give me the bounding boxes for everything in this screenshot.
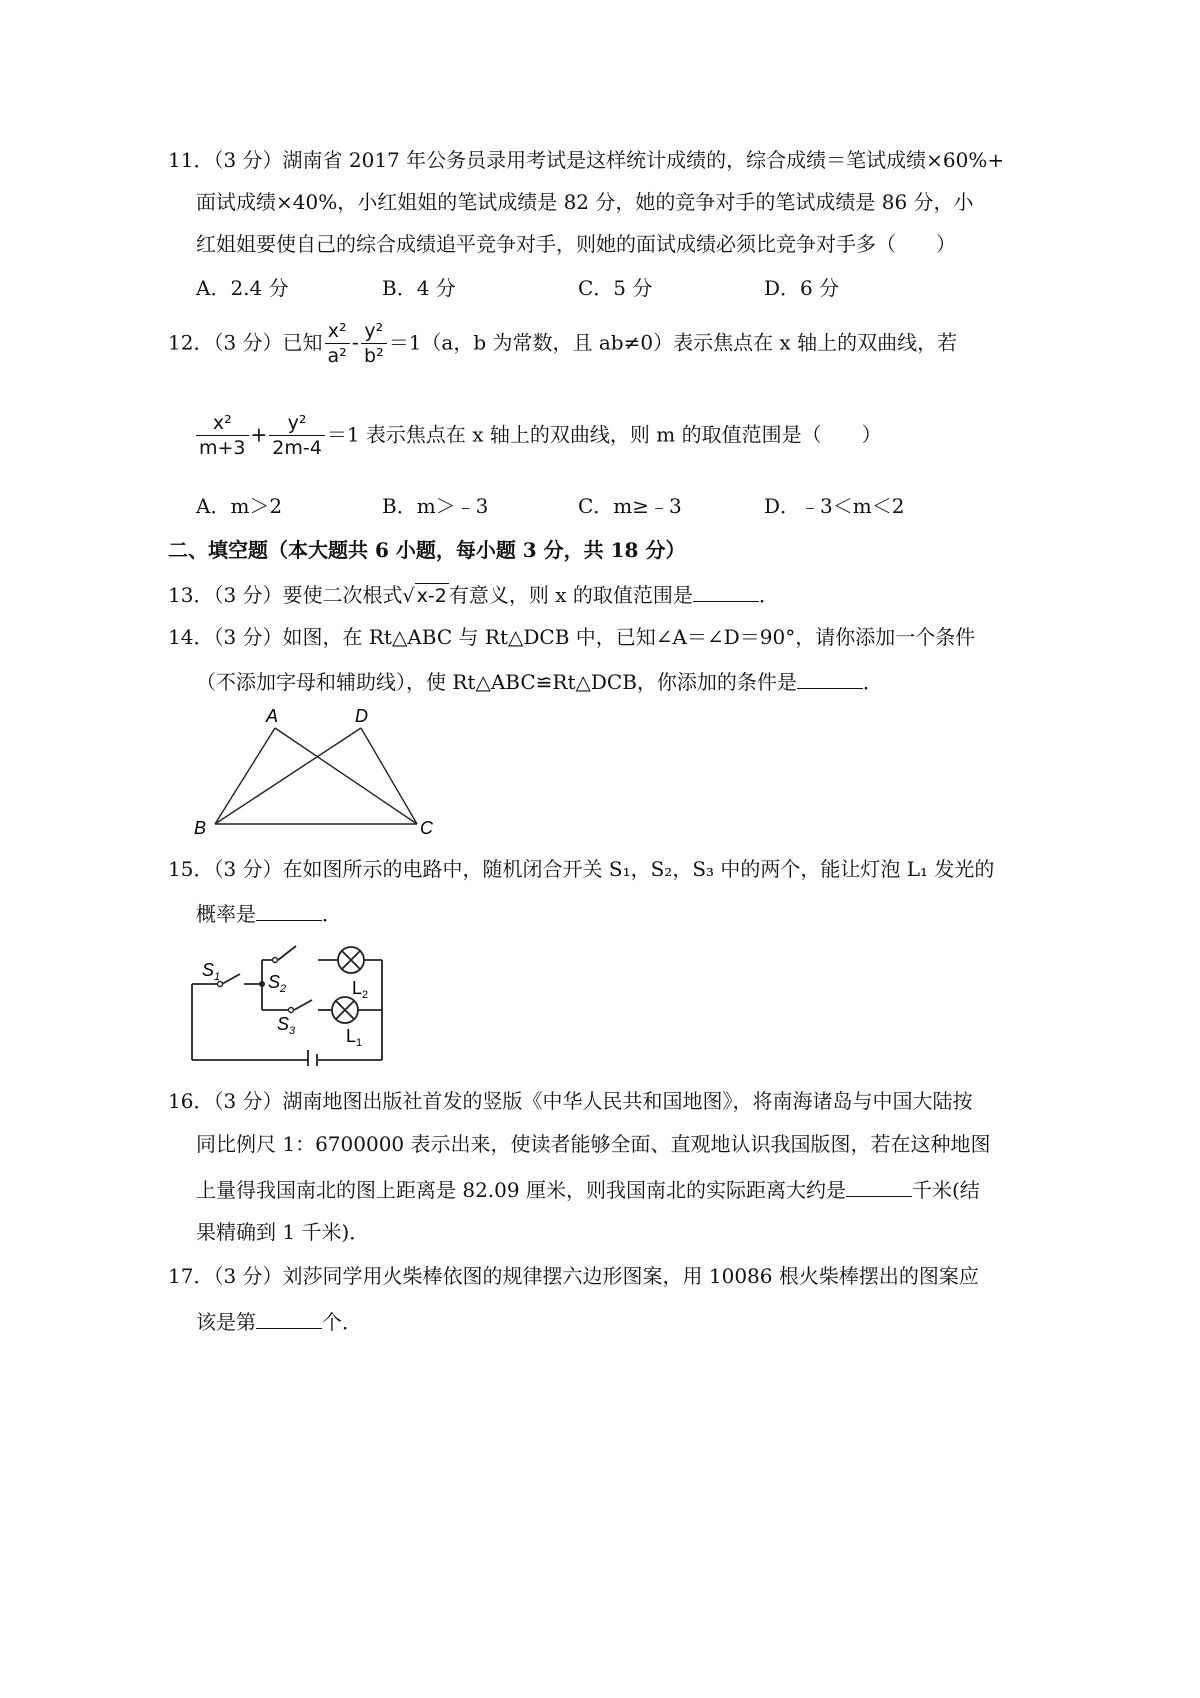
label-s3: $S_3$ <box>277 1014 296 1037</box>
q12-frac4-den: 2m-4 <box>272 437 322 459</box>
switch-s3-blade <box>294 1000 312 1010</box>
switch-s2-blade <box>278 946 296 960</box>
switch-s1-blade <box>222 974 240 984</box>
q12-fraction-x-over-a <box>325 322 350 366</box>
q13-prefix: 13．（3 分）要使二次根式 <box>168 583 403 607</box>
q12-option-a: A．m＞2 <box>196 494 283 518</box>
junction-dot <box>259 981 265 987</box>
q16-line4: 果精确到 1 千米)． <box>196 1220 370 1244</box>
q17-line1: 17．（3 分）刘莎同学用火柴棒依图的规律摆六边形图案，用 10086 根火柴棒摆出的图案应 <box>168 1264 979 1288</box>
q12-line2 <box>194 414 882 458</box>
q11-option-b: B．4 分 <box>382 276 456 300</box>
q13-line <box>168 583 779 606</box>
q15-end: ． <box>322 902 342 926</box>
q16-line3 <box>196 1178 980 1200</box>
switch-s2-contact <box>273 958 278 963</box>
q11-line3: 红姐姐要使自己的综合成绩追平竞争对手，则她的面试成绩必须比竞争对手多（ ） <box>196 232 956 256</box>
q16-line3-text: 上量得我国南北的图上距离是 82.09 厘米，则我国南北的实际距离大约是 <box>196 1178 846 1202</box>
q14-line2 <box>196 670 883 692</box>
segment-cd <box>361 728 417 824</box>
q14-line1: 14．（3 分）如图，在 Rt△ABC 与 Rt△DCB 中，已知∠A＝∠D＝90°，请你添加一个条件 <box>168 625 976 649</box>
q17-answer-blank <box>256 1310 322 1329</box>
q12-frac1-num: x² <box>325 322 350 344</box>
q12-plus: + <box>250 422 268 447</box>
q12-frac1-den: a² <box>327 345 347 367</box>
switch-s3-contact <box>289 1008 294 1013</box>
q12-suffix: ＝1（a，b 为常数，且 ab≠0）表示焦点在 x 轴上的双曲线，若 <box>388 330 958 355</box>
q12-fraction-y-over-2m4 <box>269 414 325 458</box>
q13-sqrt: √ x-2 <box>402 585 447 607</box>
q12-option-d: D．﹣3＜m＜2 <box>764 494 905 518</box>
q11-line2: 面试成绩×40%，小红姐姐的笔试成绩是 82 分，她的竞争对手的笔试成绩是 86 分，小 <box>196 190 974 214</box>
q12-frac2-num: y² <box>361 322 387 344</box>
q12-minus: - <box>351 330 360 355</box>
q15-line2 <box>196 902 342 924</box>
segment-ba <box>215 728 275 824</box>
segment-db <box>215 728 361 824</box>
label-a: A <box>266 706 279 726</box>
q12-prefix: 12．（3 分）已知 <box>168 330 323 355</box>
q12-line2-suffix: ＝1 表示焦点在 x 轴上的双曲线，则 m 的取值范围是（ ） <box>326 422 882 447</box>
q15-line2-text: 概率是 <box>196 902 256 926</box>
label-b: B <box>194 818 207 838</box>
label-s2: $S_2$ <box>268 972 287 995</box>
q16-line2: 同比例尺 1：6700000 表示出来，使读者能够全面、直观地认识我国版图，若在这种地图 <box>196 1132 991 1156</box>
q16-line3-unit: 千米(结 <box>911 1178 980 1202</box>
section-heading: 二、填空题（本大题共 6 小题，每小题 3 分，共 18 分） <box>168 538 686 562</box>
q11-option-a: A．2.4 分 <box>196 276 289 300</box>
q17-line2 <box>196 1310 362 1332</box>
q16-line1: 16．（3 分）湖南地图出版社首发的竖版《中华人民共和国地图》，将南海诸岛与中国大陆按 <box>168 1089 973 1113</box>
q12-frac3-den: m+3 <box>199 437 246 459</box>
q12-option-b: B．m＞﹣3 <box>382 494 489 518</box>
label-c: C <box>420 818 433 838</box>
q14-triangle-figure <box>180 706 460 842</box>
q12-frac3-num: x² <box>196 414 249 436</box>
q14-end: ． <box>862 670 883 694</box>
q12-fraction-x-over-m3 <box>196 414 249 458</box>
q11-option-c: C．5 分 <box>578 276 653 300</box>
q16-answer-blank <box>846 1178 912 1197</box>
q13-suffix: 有意义，则 x 的取值范围是 <box>448 583 693 607</box>
segment-ac <box>275 728 417 824</box>
q12-line1 <box>168 322 957 366</box>
q15-answer-blank <box>256 902 322 921</box>
label-l2: $L_2$ <box>352 978 369 1001</box>
q12-frac2-den: b² <box>364 345 384 367</box>
label-l1: $L_1$ <box>346 1026 363 1049</box>
q13-answer-blank <box>693 583 759 602</box>
q11-option-d: D．6 分 <box>764 276 840 300</box>
label-d: D <box>355 706 368 726</box>
q13-radicand: x-2 <box>416 585 447 607</box>
q13-end: ． <box>758 583 779 607</box>
q17-line2-text: 该是第 <box>196 1310 256 1334</box>
q12-frac4-num: y² <box>269 414 325 436</box>
q14-line2-text: （不添加字母和辅助线），使 Rt△ABC≌Rt△DCB，你添加的条件是 <box>196 670 797 694</box>
q12-fraction-y-over-b <box>361 322 387 366</box>
label-s1: $S_1$ <box>202 960 221 983</box>
q11-line1: 11．（3 分）湖南省 2017 年公务员录用考试是这样统计成绩的，综合成绩＝笔试成绩×60%+ <box>168 148 1005 172</box>
q14-answer-blank <box>797 670 863 689</box>
q15-line1: 15．（3 分）在如图所示的电路中，随机闭合开关 S₁，S₂，S₃ 中的两个，能让灯泡 L₁ 发光的 <box>168 857 995 881</box>
q17-line2-end: 个． <box>322 1310 362 1334</box>
q15-circuit-figure <box>180 938 400 1066</box>
q12-option-c: C．m≥﹣3 <box>578 494 682 518</box>
